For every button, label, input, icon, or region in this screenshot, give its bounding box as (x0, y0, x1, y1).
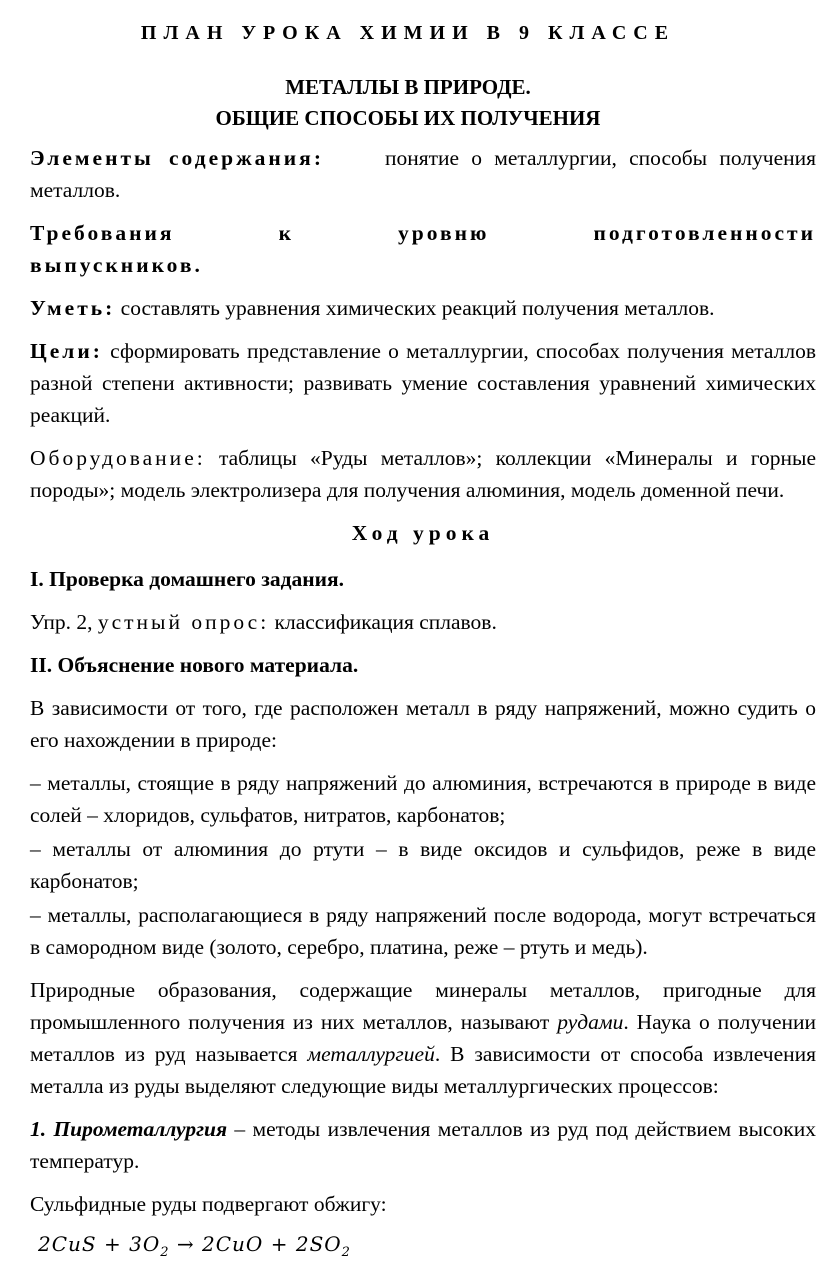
section-1-prefix: Упр. 2, (30, 610, 93, 634)
lesson-topic-line-1: МЕТАЛЛЫ В ПРИРОДЕ. (285, 75, 531, 99)
metallurgy-term: металлургией (307, 1042, 435, 1066)
pyrometallurgy-paragraph (30, 1113, 816, 1177)
lesson-topic-line-2: ОБЩИЕ СПОСОБЫ ИХ ПОЛУЧЕНИЯ (215, 106, 601, 130)
pyrometallurgy-text: – методы извлечения металлов из руд под действием высоких температур. (30, 1117, 816, 1173)
product-1: CuO (215, 1232, 264, 1256)
reaction-arrow: → (176, 1232, 195, 1256)
reagent-2-subscript: 2 (160, 1245, 170, 1260)
goals-text: сформировать представление о металлургии, способах получения металлов разной степени активности; развивать умение составления уравнений химических реакций. (30, 339, 816, 427)
equipment-text: таблицы «Руды металлов»; коллекции «Минералы и горные породы»; модель электролизера для получения алюминия, модель доменной печи. (30, 446, 816, 502)
reagent-1: CuS (51, 1232, 97, 1256)
requirements-word-4: подготовленности (593, 221, 816, 245)
coef-4: 2 (295, 1232, 310, 1256)
requirements-last-word: выпускников. (30, 253, 203, 277)
product-2-subscript: 2 (341, 1245, 351, 1260)
section-1-spaced: устный опрос: (97, 610, 270, 634)
bullet-item-2: – металлы от алюминия до ртути – в виде оксидов и сульфидов, реже в виде карбонатов; (30, 837, 816, 893)
goals-paragraph (30, 335, 816, 431)
sulfide-roasting-text: Сульфидные руды подвергают обжигу: (30, 1192, 387, 1216)
requirements-line (30, 217, 816, 249)
ores-paragraph (30, 974, 816, 1102)
ores-term: рудами (557, 1010, 624, 1034)
section-1-text: классификация сплавов. (274, 610, 497, 634)
skills-paragraph (30, 292, 816, 324)
lesson-topic (0, 72, 816, 134)
pyrometallurgy-term: 1. Пирометаллургия (30, 1117, 228, 1141)
reagent-2: O (142, 1232, 161, 1256)
content-elements-text: понятие о металлургии, способы получения металлов. (30, 146, 816, 202)
requirements-paragraph (30, 217, 816, 281)
equipment-label: Оборудование: (30, 446, 206, 470)
document-title: ПЛАН УРОКА ХИМИИ В 9 КЛАССЕ (140, 22, 676, 44)
product-2: SO (309, 1232, 342, 1256)
equipment-paragraph (30, 442, 816, 506)
ores-text-1: Природные образования, содержащие минералы металлов, пригодные для промышленного получения из них металлов, называют (30, 978, 816, 1034)
content-elements-paragraph (30, 142, 816, 206)
coef-3: 2 (202, 1232, 216, 1256)
requirements-word-2: к (278, 221, 294, 245)
skills-label: Уметь: (30, 296, 116, 320)
goals-label: Цели: (30, 339, 103, 363)
plus-2: + (270, 1232, 289, 1256)
coef-1: 2 (38, 1232, 52, 1256)
bullet-item-3: – металлы, располагающиеся в ряду напряжений после водорода, могут встречаться в самородном виде (золото, серебро, платина, реже – ртуть и медь). (30, 903, 816, 959)
bullet-item-1: – металлы, стоящие в ряду напряжений до алюминия, встречаются в природе в виде солей – хлоридов, сульфатов, нитратов, карбонатов; (30, 771, 816, 827)
document-body (30, 142, 816, 1269)
section-1-title: I. Проверка домашнего задания. (30, 567, 345, 591)
requirements-word-1: Требования (30, 221, 175, 245)
section-2-intro: В зависимости от того, где расположен металл в ряду напряжений, можно судить о его нахождении в природе: (30, 696, 816, 752)
section-1-task (30, 606, 816, 638)
content-elements-label: Элементы содержания: (30, 146, 324, 170)
coef-2: 3 (129, 1232, 143, 1256)
roasting-equation (38, 1228, 816, 1269)
requirements-word-3: уровню (398, 221, 490, 245)
plus-1: + (103, 1232, 122, 1256)
lesson-course-heading: Ход урока (351, 521, 495, 545)
section-2-title: II. Объяснение нового материала. (30, 653, 359, 677)
ores-text-3: . В зависимости от способа извлечения металла из руды выделяют следующие виды металлургических процессов: (30, 1042, 816, 1098)
ores-text-2: . Наука о получении металлов из руд называется (30, 1010, 816, 1066)
skills-text: составлять уравнения химических реакций получения металлов. (120, 296, 715, 320)
